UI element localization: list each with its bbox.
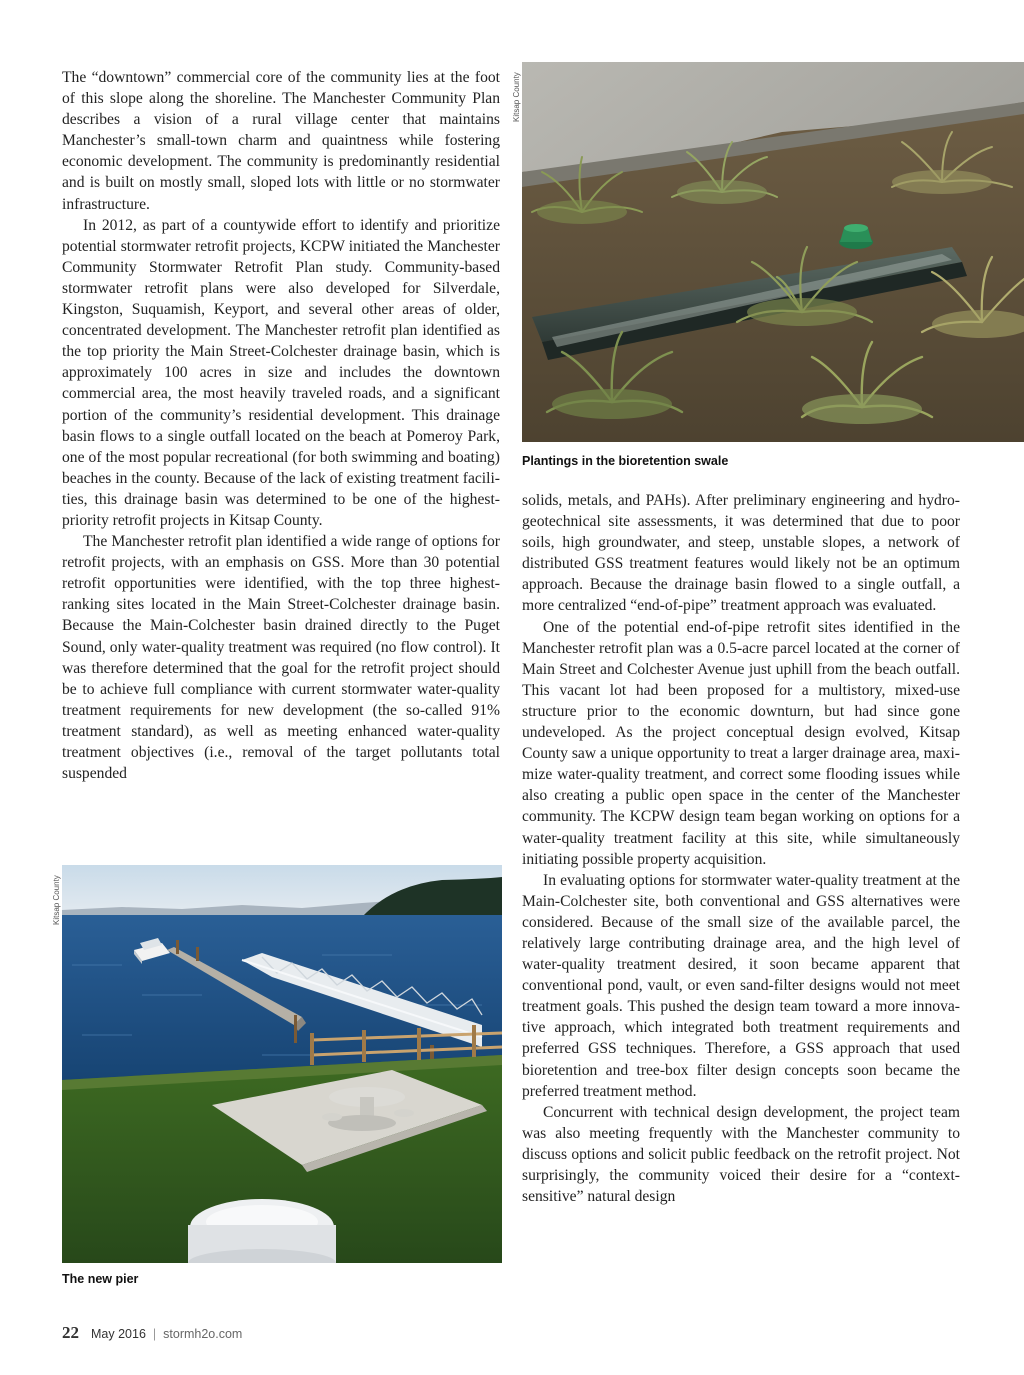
body-paragraph: One of the potential end-of-pipe retrofit sites identified in the Manchester retrofit plan was a 0.5-acre parcel located at the corner of Main Street and Colchester Avenue just uphill from the beach outfall. This vacant lot had been proposed for a multistory, mixed-use structure prior to the economic downturn, but had since gone undeveloped. As the project conceptual design evolved, Kitsap County saw a unique opportunity to treat a larger drainage area, maximize water-quality treatment, and correct some flooding issues while also creating a public open space in the center of the Manchester community. The KCPW design team began working on options for a water-quality treatment facility at this site, while simultaneously initiating possible property acquisition. [522, 618, 960, 868]
body-paragraph: In 2012, as part of a countywide effort to identify and prioritize potential stormwater retrofit projects, KCPW initiated the Manchester Community Stormwater Retrofit Plan study. Community-based stormwater retrofit plans were also developed for Silverdale, Kingston, Suquamish, Keyport, and several other areas of older, concentrated development. The Manchester retrofit plan identified as the top priority the Main Street-Colchester drainage basin, which is approximately 100 acres in size and includes the downtown commercial area, the most heavily traveled roads, and a significant portion of the community’s residential development. This drainage basin flows to a single outfall located on the beach at Pomeroy Park, one of the most popular recreational (for both swimming and boating) beaches in the county. Because of the lack of existing treatment facilities, this drainage basin was determined to be one of the highest-priority retrofit projects in Kitsap County. [62, 216, 500, 529]
body-paragraph: Concurrent with technical design development, the project team was also meeting frequently with the Manchester community to discuss options and solicit public feedback on the retrofit project. Not surprisingly, the community voiced their desire for a “context-sensitive” natural design [522, 1103, 960, 1206]
figure-caption: The new pier [62, 1272, 139, 1286]
new-pier-photo [62, 865, 502, 1263]
photo-credit: Kitsap County [52, 875, 61, 925]
page-footer [62, 1323, 242, 1343]
issue-date: May 2016 [91, 1327, 146, 1341]
left-text-column [62, 67, 500, 784]
swale-illustration [522, 62, 1024, 442]
figure-caption: Plantings in the bioretention swale [522, 454, 729, 468]
right-text-column [522, 490, 960, 1207]
pier-illustration [62, 865, 502, 1263]
website-link[interactable]: stormh2o.com [163, 1327, 243, 1341]
footer-separator: | [152, 1327, 157, 1341]
photo-credit: Kitsap County [512, 72, 521, 122]
body-paragraph: In evaluating options for stormwater water-quality treatment at the Main-Colchester site, both conventional and GSS alternatives were considered. Because of the small size of the available parcel, the relatively large contributing drainage area, and the high level of water-quality treatment desired, it soon became apparent that conventional pond, vault, or even sand-filter designs would not meet treatment goals. This pushed the design team toward a more innovative approach, which integrated both treatment requirements and preferred GSS techniques. Therefore, a GSS approach that used bioretention and tree-box filter design concepts soon became the preferred treatment method. [522, 871, 960, 1100]
foreground-table [188, 1199, 336, 1263]
body-paragraph: The “downtown” commercial core of the community lies at the foot of this slope along the shoreline. The Manchester Community Plan describes a vision of a rural village center that maintains Manchester’s small-town charm and quaintness while fostering economic development. The community is predominantly residential and is built on mostly small, sloped lots with little or no stormwater infrastructure. [62, 69, 500, 213]
page-number: 22 [62, 1323, 79, 1342]
body-paragraph: solids, metals, and PAHs). After preliminary engineering and hydro-geotechnical site assessments, it was determined that due to poor soils, high groundwater, and steep, unstable slopes, a network of distributed GSS treatment features would likely not be an optimum approach. Because the drainage basin flowed to a single outfall, a more centralized “end-of-pipe” treatment approach was evaluated. [522, 492, 960, 615]
bioretention-swale-photo [522, 62, 1024, 442]
body-paragraph: The Manchester retrofit plan identified a wide range of options for retrofit projects, with an emphasis on GSS. More than 30 potential retrofit opportunities were identified, with the top three highest-ranking sites located in the Main Street-Colchester drainage basin. Because the Main-Colchester basin drained directly to the Puget Sound, only water-quality treatment was required (no flow control). It was therefore determined that the goal for the retrofit project should be to achieve full compliance with current stormwater water-quality treatment requirements for new development (the so-called 91% treatment standard), as well as meeting enhanced water-quality treatment objectives (i.e., removal of the target pollutants total suspended [62, 533, 500, 783]
